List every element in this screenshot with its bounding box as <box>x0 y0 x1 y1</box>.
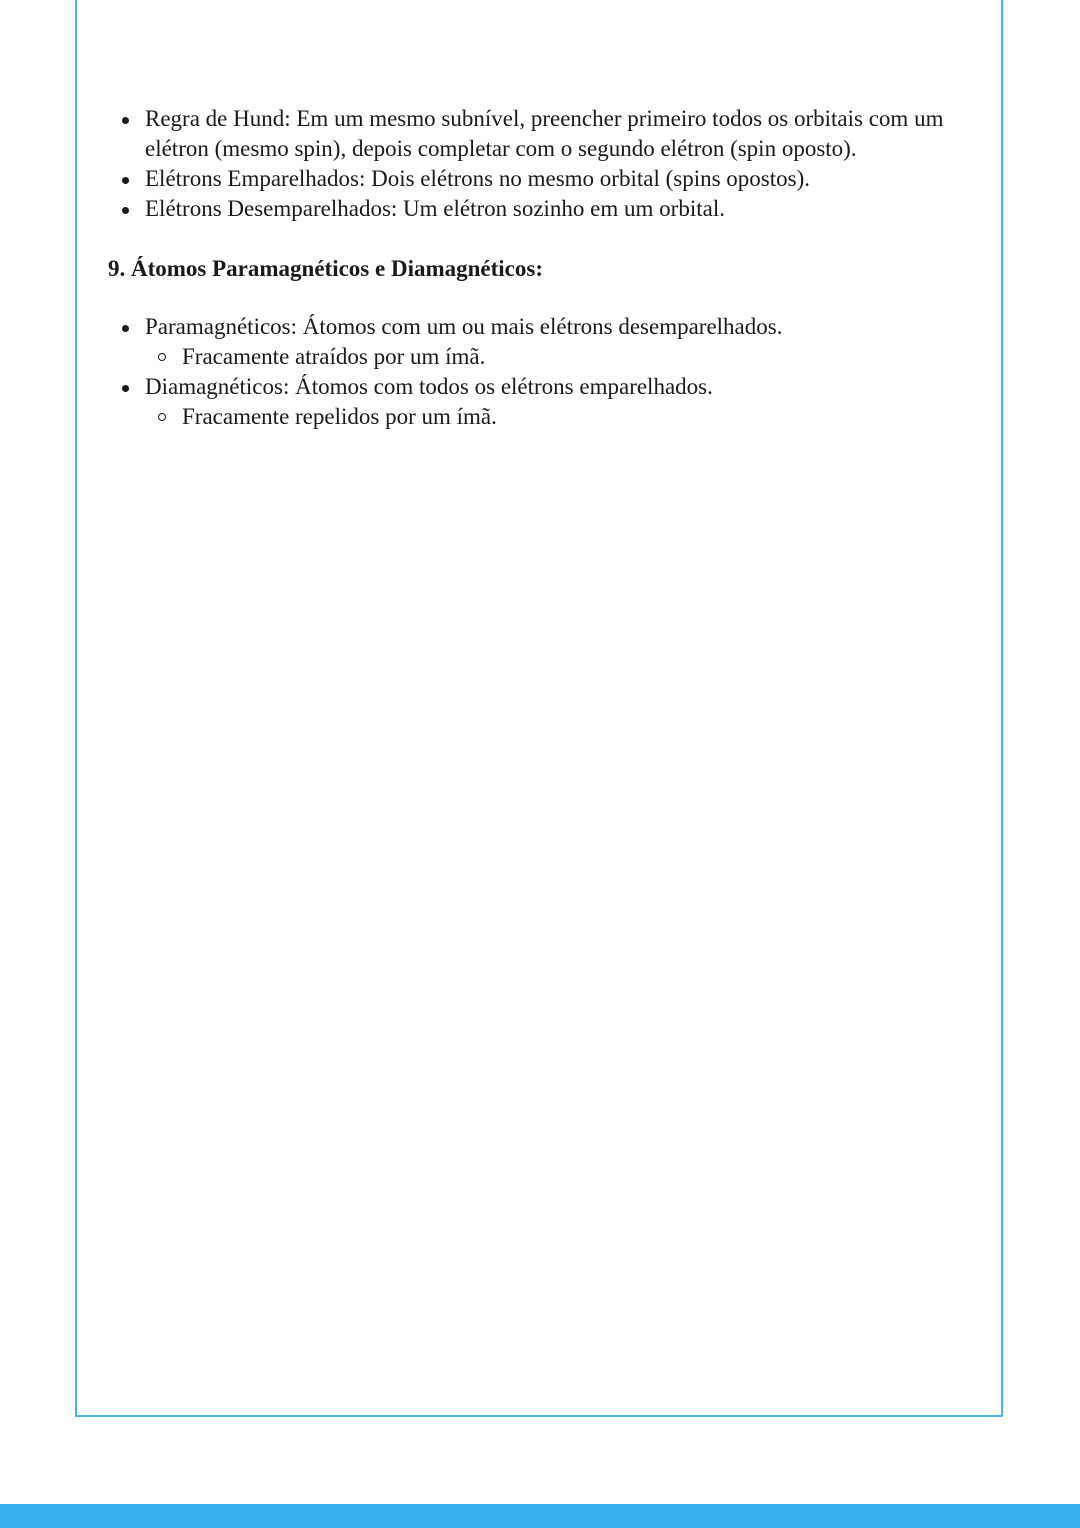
bullet-circle-icon <box>158 353 166 361</box>
list-item <box>108 164 968 194</box>
bullet-dot-icon <box>122 117 129 124</box>
sub-list <box>145 342 968 372</box>
list-item <box>108 312 968 372</box>
list-item <box>108 372 968 432</box>
bullet-circle-icon <box>158 413 166 421</box>
sub-list <box>145 402 968 432</box>
list-item <box>108 104 968 164</box>
document-content <box>108 104 968 432</box>
bullet-dot-icon <box>122 385 129 392</box>
list-item-text: Paramagnéticos: Átomos com um ou mais elétrons desemparelhados. <box>145 314 783 339</box>
list-item-text: Elétrons Emparelhados: Dois elétrons no mesmo orbital (spins opostos). <box>145 166 810 191</box>
bullet-dot-icon <box>122 177 129 184</box>
sub-list-item-text: Fracamente repelidos por um ímã. <box>182 404 497 429</box>
bullet-dot-icon <box>122 207 129 214</box>
sub-list-item <box>145 342 968 372</box>
section-heading: 9. Átomos Paramagnéticos e Diamagnéticos: <box>108 256 543 281</box>
list-item-text: Elétrons Desemparelhados: Um elétron sozinho em um orbital. <box>145 196 725 221</box>
list-item <box>108 194 968 224</box>
list-item-text: Regra de Hund: Em um mesmo subnível, preencher primeiro todos os orbitais com um elétron (mesmo spin), depois completar com o segundo elétron (spin oposto). <box>145 106 944 161</box>
sub-list-item-text: Fracamente atraídos por um ímã. <box>182 344 486 369</box>
bullet-list-hund <box>108 104 968 224</box>
bullet-list-magnetism <box>108 312 968 432</box>
bullet-dot-icon <box>122 325 129 332</box>
list-item-text: Diamagnéticos: Átomos com todos os elétrons emparelhados. <box>145 374 713 399</box>
bottom-accent-bar <box>0 1504 1080 1528</box>
sub-list-item <box>145 402 968 432</box>
